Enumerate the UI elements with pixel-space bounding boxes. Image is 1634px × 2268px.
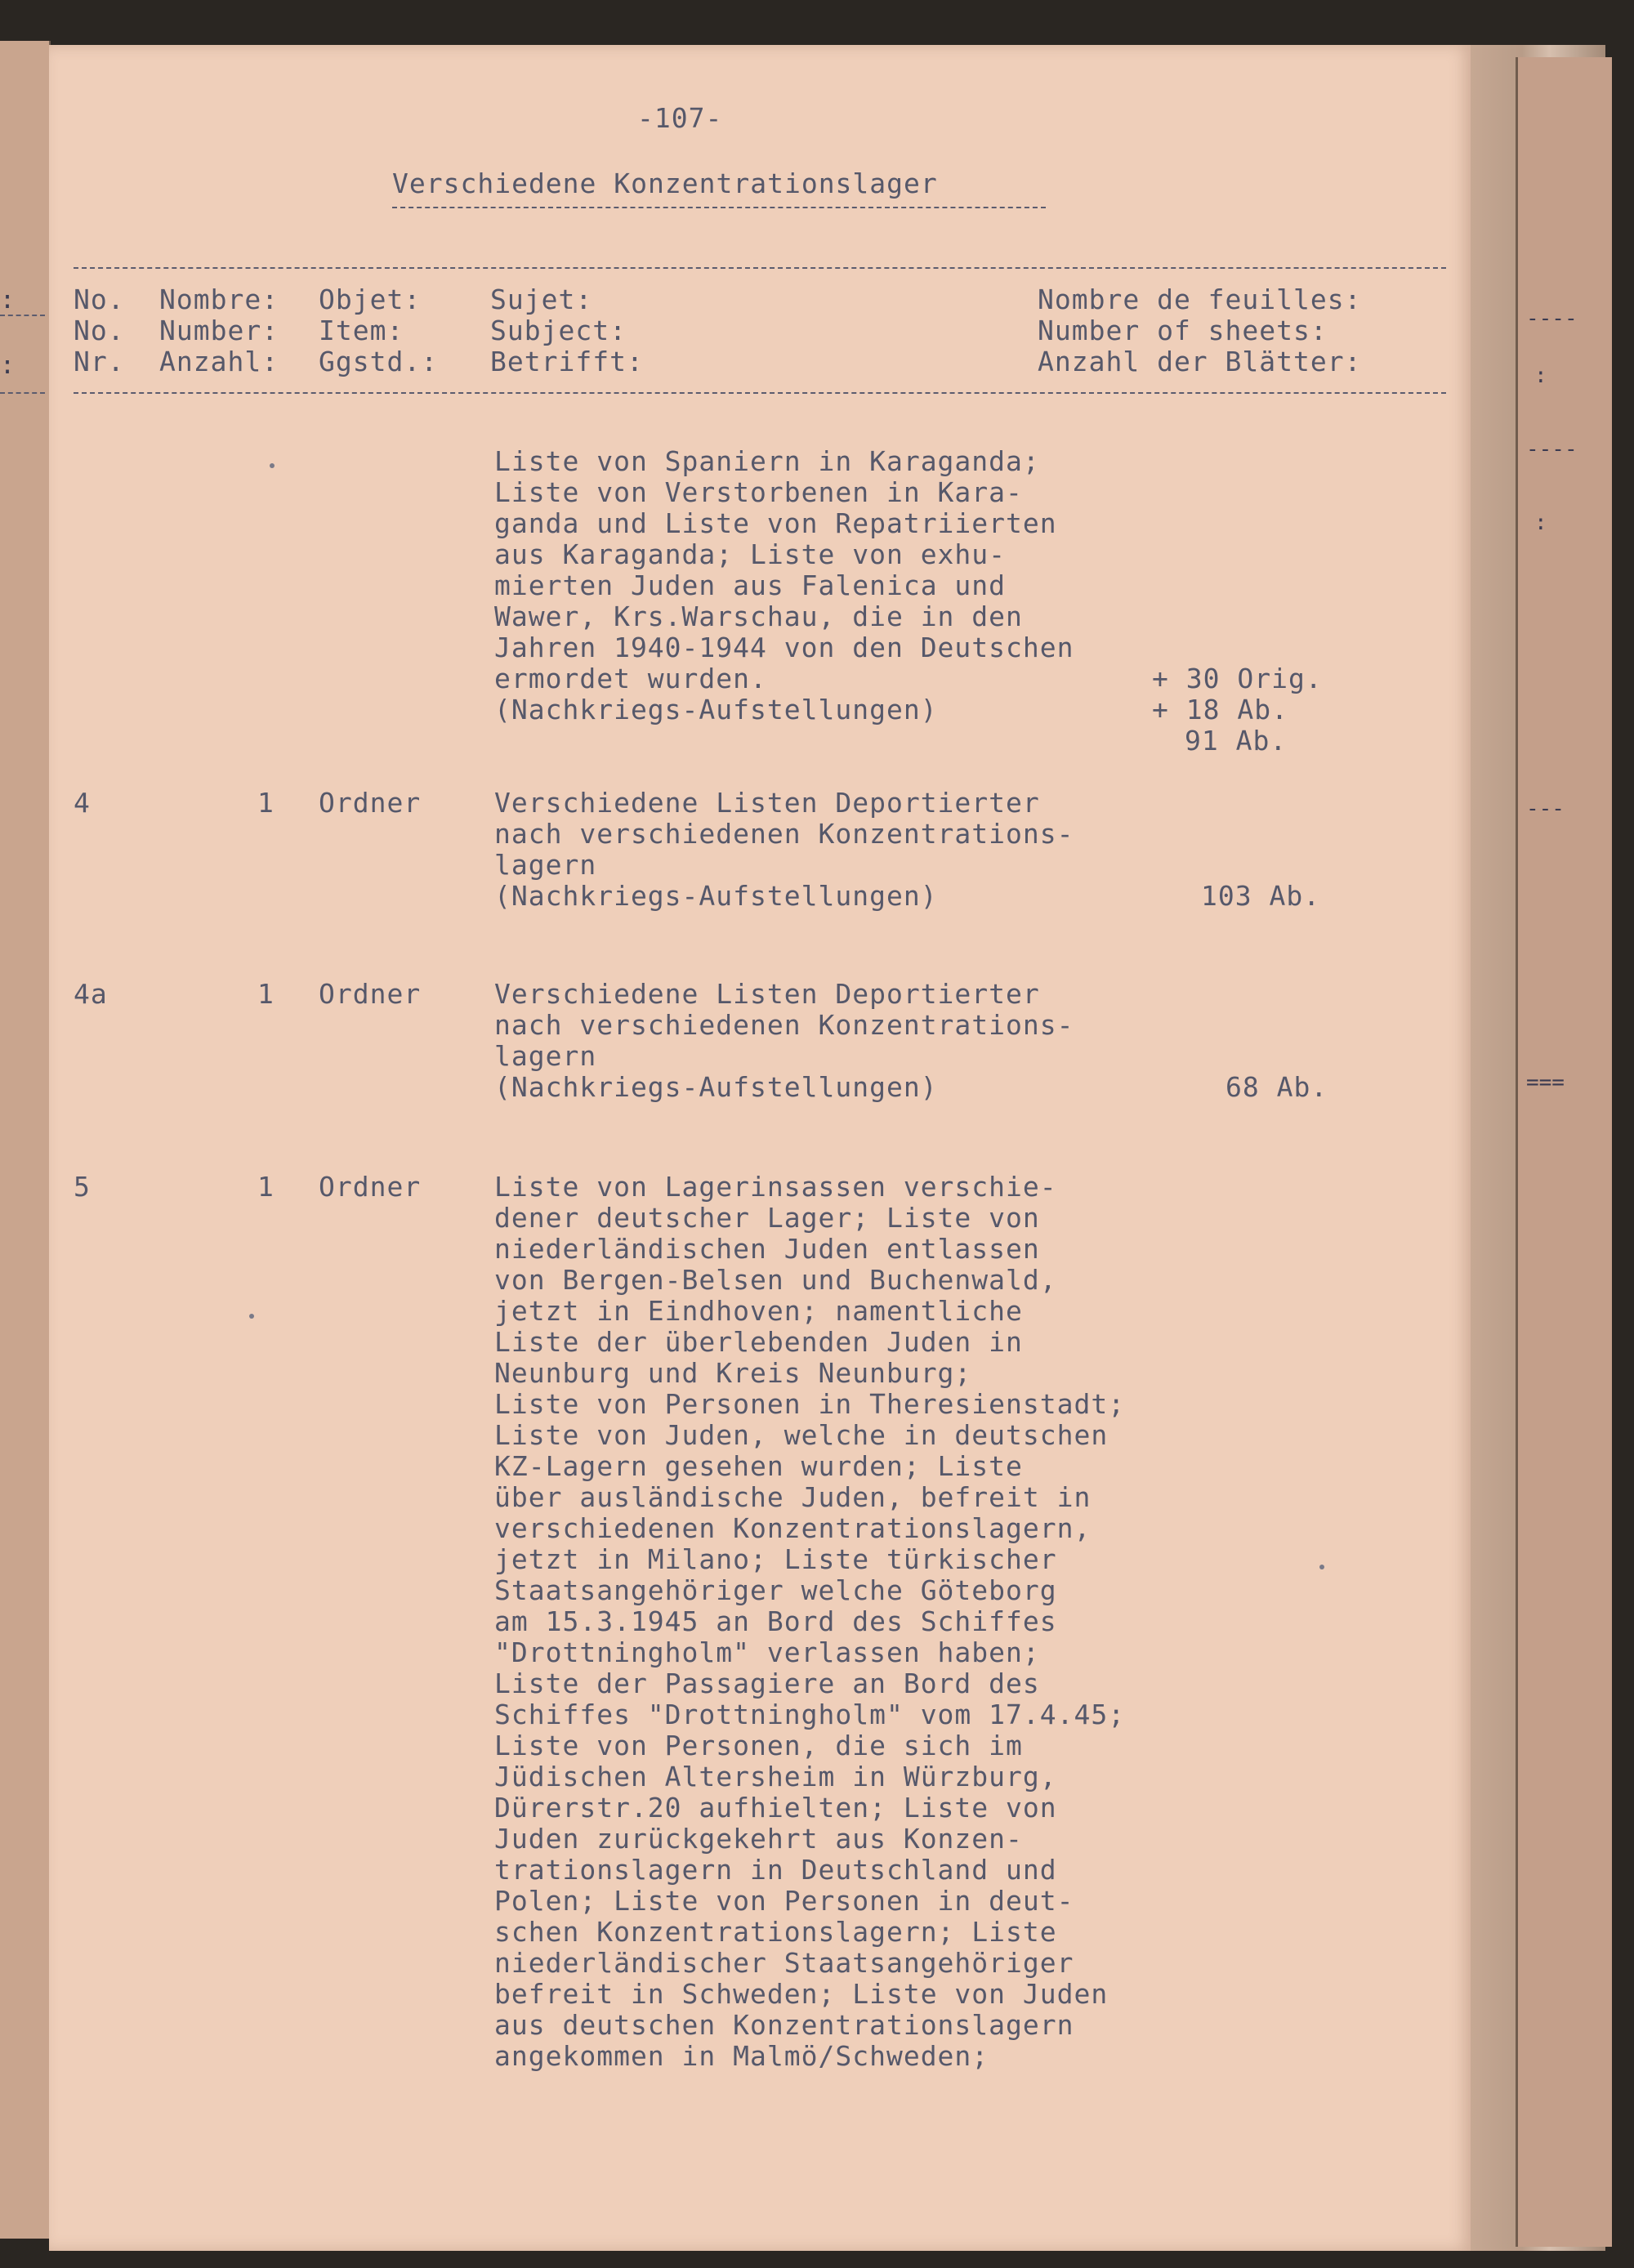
entry-subject-line: Neunburg und Kreis Neunburg;: [494, 1357, 972, 1389]
entry-subject-line: Liste von Spaniern in Karaganda;: [494, 445, 1040, 477]
entry-subject-line: Liste der überlebenden Juden in: [494, 1326, 1023, 1358]
entry-subject-line: (Nachkriegs-Aufstellungen): [494, 1071, 938, 1103]
header-subject: Betrifft:: [490, 346, 644, 377]
stray-dot: [1319, 1565, 1324, 1569]
binder-board: [1516, 57, 1612, 2247]
entry-subject-line: Jüdischen Altersheim in Würzburg,: [494, 1761, 1057, 1793]
left-margin-mark: :: [0, 351, 16, 380]
entry-subject-line: dener deutscher Lager; Liste von: [494, 1202, 1040, 1234]
entry-subject-line: schen Konzentrationslagern; Liste: [494, 1916, 1057, 1948]
page-number: -107-: [637, 102, 723, 134]
left-margin-rule: [0, 392, 45, 394]
entry-subject-line: KZ-Lagern gesehen wurden; Liste: [494, 1450, 1023, 1482]
entry-subject-line: trationslagern in Deutschland und: [494, 1854, 1057, 1886]
stray-dot: [270, 463, 275, 468]
entry-subject-line: am 15.3.1945 an Bord des Schiffes: [494, 1605, 1057, 1637]
left-margin-mark: :: [0, 286, 16, 315]
entry-item: Ordner: [319, 787, 422, 819]
entry-subject-line: niederländischen Juden entlassen: [494, 1233, 1040, 1265]
entry-subject-line: mierten Juden aus Falenica und: [494, 569, 1007, 601]
header-bottom-rule: [74, 392, 1446, 394]
header-subject: Subject:: [490, 315, 627, 346]
entry-subject-line: lagern: [494, 1040, 597, 1072]
entry-subject-line: (Nachkriegs-Aufstellungen): [494, 880, 938, 912]
stray-dot: [249, 1314, 254, 1319]
entry-subject-line: Schiffes "Drottningholm" vom 17.4.45;: [494, 1699, 1126, 1730]
entry-number: 5: [74, 1171, 91, 1203]
entry-subject-line: aus deutschen Konzentrationslagern: [494, 2009, 1074, 2041]
entry-count: 1: [257, 1171, 275, 1203]
entry-subject-line: Verschiedene Listen Deportierter: [494, 978, 1040, 1010]
header-sheets: Anzahl der Blätter:: [1038, 346, 1362, 377]
entry-subject-line: nach verschiedenen Konzentrations-: [494, 1009, 1074, 1041]
entry-subject-line: befreit in Schweden; Liste von Juden: [494, 1978, 1109, 2010]
entry-subject-line: Verschiedene Listen Deportierter: [494, 787, 1040, 819]
entry-subject-line: angekommen in Malmö/Schweden;: [494, 2040, 989, 2072]
entry-subject-line: "Drottningholm" verlassen haben;: [494, 1636, 1040, 1668]
entry-sheets: 103 Ab.: [1201, 880, 1321, 912]
entry-subject-line: ganda und Liste von Repatriierten: [494, 507, 1057, 539]
entry-subject-line: Liste der Passagiere an Bord des: [494, 1668, 1040, 1699]
entry-subject-line: ermordet wurden.: [494, 663, 767, 694]
header-item: Item:: [319, 315, 404, 346]
entry-item: Ordner: [319, 1171, 422, 1203]
entry-subject-line: Wawer, Krs.Warschau, die in den: [494, 600, 1023, 632]
entry-count: 1: [257, 978, 275, 1010]
entry-subject-line: Liste von Personen in Theresienstadt;: [494, 1388, 1126, 1420]
left-facing-page: [0, 41, 51, 2239]
header-no: No.: [74, 284, 125, 315]
right-margin-mark: ===: [1526, 1070, 1565, 1095]
entry-subject-line: jetzt in Milano; Liste türkischer: [494, 1543, 1057, 1575]
entry-subject-line: Liste von Personen, die sich im: [494, 1730, 1023, 1761]
entry-subject-line: Dürerstr.20 aufhielten; Liste von: [494, 1792, 1057, 1824]
entry-subject-line: verschiedenen Konzentrationslagern,: [494, 1512, 1092, 1544]
header-count: Nombre:: [159, 284, 279, 315]
entry-subject-line: Staatsangehöriger welche Göteborg: [494, 1574, 1057, 1606]
header-no: Nr.: [74, 346, 125, 377]
entry-subject-line: niederländischer Staatsangehöriger: [494, 1947, 1074, 1979]
entry-subject-line: Polen; Liste von Personen in deut-: [494, 1885, 1074, 1917]
entry-number: 4: [74, 787, 91, 819]
header-sheets: Number of sheets:: [1038, 315, 1328, 346]
entry-sheets: 91 Ab.: [1185, 725, 1288, 757]
header-no: No.: [74, 315, 125, 346]
entry-subject-line: Liste von Verstorbenen in Kara-: [494, 476, 1023, 508]
entry-subject-line: jetzt in Eindhoven; namentliche: [494, 1295, 1023, 1327]
entry-sheets: + 18 Ab.: [1152, 694, 1288, 725]
left-margin-rule: [0, 315, 45, 316]
header-sheets: Nombre de feuilles:: [1038, 284, 1362, 315]
entry-subject-line: Juden zurückgekehrt aus Konzen-: [494, 1823, 1023, 1855]
right-margin-mark: ----: [1526, 306, 1578, 331]
entry-subject-line: Liste von Juden, welche in deutschen: [494, 1419, 1109, 1451]
header-item: Objet:: [319, 284, 422, 315]
entry-count: 1: [257, 787, 275, 819]
entry-subject-line: Liste von Lagerinsassen verschie-: [494, 1171, 1057, 1203]
title-underline: [392, 207, 1046, 208]
entry-sheets: 68 Ab.: [1226, 1071, 1328, 1103]
entry-subject-line: von Bergen-Belsen und Buchenwald,: [494, 1264, 1057, 1296]
page-title: Verschiedene Konzentrationslager: [392, 167, 938, 199]
entry-subject-line: lagern: [494, 849, 597, 881]
right-margin-mark: :: [1534, 511, 1547, 535]
header-count: Anzahl:: [159, 346, 279, 377]
document-page: [49, 45, 1471, 2251]
header-subject: Sujet:: [490, 284, 593, 315]
entry-number: 4a: [74, 978, 108, 1010]
entry-item: Ordner: [319, 978, 422, 1010]
entry-subject-line: über ausländische Juden, befreit in: [494, 1481, 1092, 1513]
right-margin-mark: :: [1534, 364, 1547, 388]
entry-subject-line: nach verschiedenen Konzentrations-: [494, 818, 1074, 850]
entry-subject-line: aus Karaganda; Liste von exhu-: [494, 538, 1007, 570]
entry-sheets: + 30 Orig.: [1152, 663, 1323, 694]
header-item: Ggstd.:: [319, 346, 439, 377]
header-count: Number:: [159, 315, 279, 346]
right-margin-mark: ----: [1526, 437, 1578, 462]
entry-subject-line: Jahren 1940-1944 von den Deutschen: [494, 632, 1074, 663]
header-top-rule: [74, 267, 1446, 269]
right-margin-mark: ---: [1526, 797, 1565, 821]
entry-subject-line: (Nachkriegs-Aufstellungen): [494, 694, 938, 725]
